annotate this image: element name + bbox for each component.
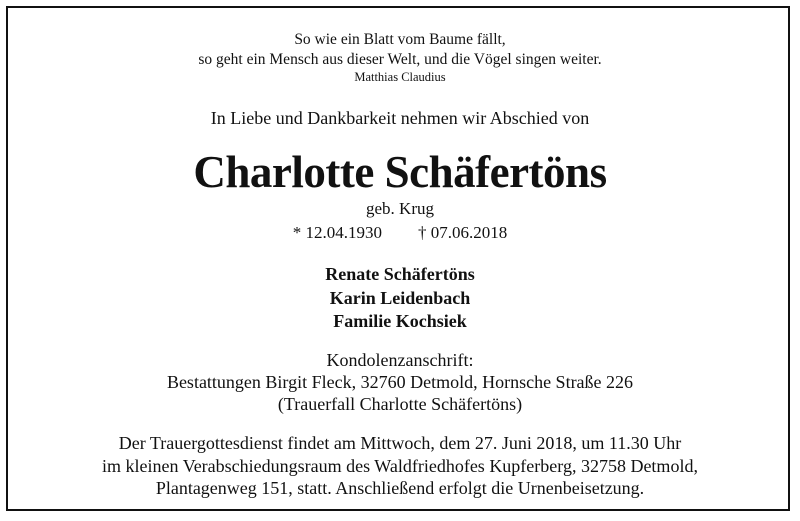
condolence-heading: Kondolenzanschrift: bbox=[326, 350, 474, 370]
service-line-2: im kleinen Verabschiedungsraum des Waldfriedhofes Kupferberg, 32758 Detmold, bbox=[102, 456, 698, 476]
farewell-intro: In Liebe und Dankbarkeit nehmen wir Abschied von bbox=[210, 108, 590, 128]
mourner-name: Renate Schäfertöns bbox=[325, 264, 475, 284]
service-line-1: Der Trauergottesdienst findet am Mittwoch, dem 27. Juni 2018, um 11.30 Uhr bbox=[118, 433, 682, 453]
quote-author: Matthias Claudius bbox=[354, 70, 446, 84]
service-line-3: Plantagenweg 151, statt. Anschließend erfolgt die Urnenbeisetzung. bbox=[155, 478, 645, 498]
death-date: † 07.06.2018 bbox=[418, 223, 508, 242]
condolence-note: (Trauerfall Charlotte Schäfertöns) bbox=[277, 394, 523, 414]
deceased-name: Charlotte Schäfertöns bbox=[193, 147, 607, 197]
life-dates bbox=[0, 223, 800, 243]
quote-line-2: so geht ein Mensch aus dieser Welt, und die Vögel singen weiter. bbox=[198, 51, 602, 68]
mourner-name: Familie Kochsiek bbox=[333, 311, 467, 331]
condolence-address: Bestattungen Birgit Fleck, 32760 Detmold, Hornsche Straße 226 bbox=[166, 372, 634, 392]
mourner-name: Karin Leidenbach bbox=[329, 288, 471, 308]
birth-date: * 12.04.1930 bbox=[292, 223, 382, 242]
quote-line-1: So wie ein Blatt vom Baume fällt, bbox=[294, 31, 506, 48]
maiden-name: geb. Krug bbox=[366, 199, 434, 218]
